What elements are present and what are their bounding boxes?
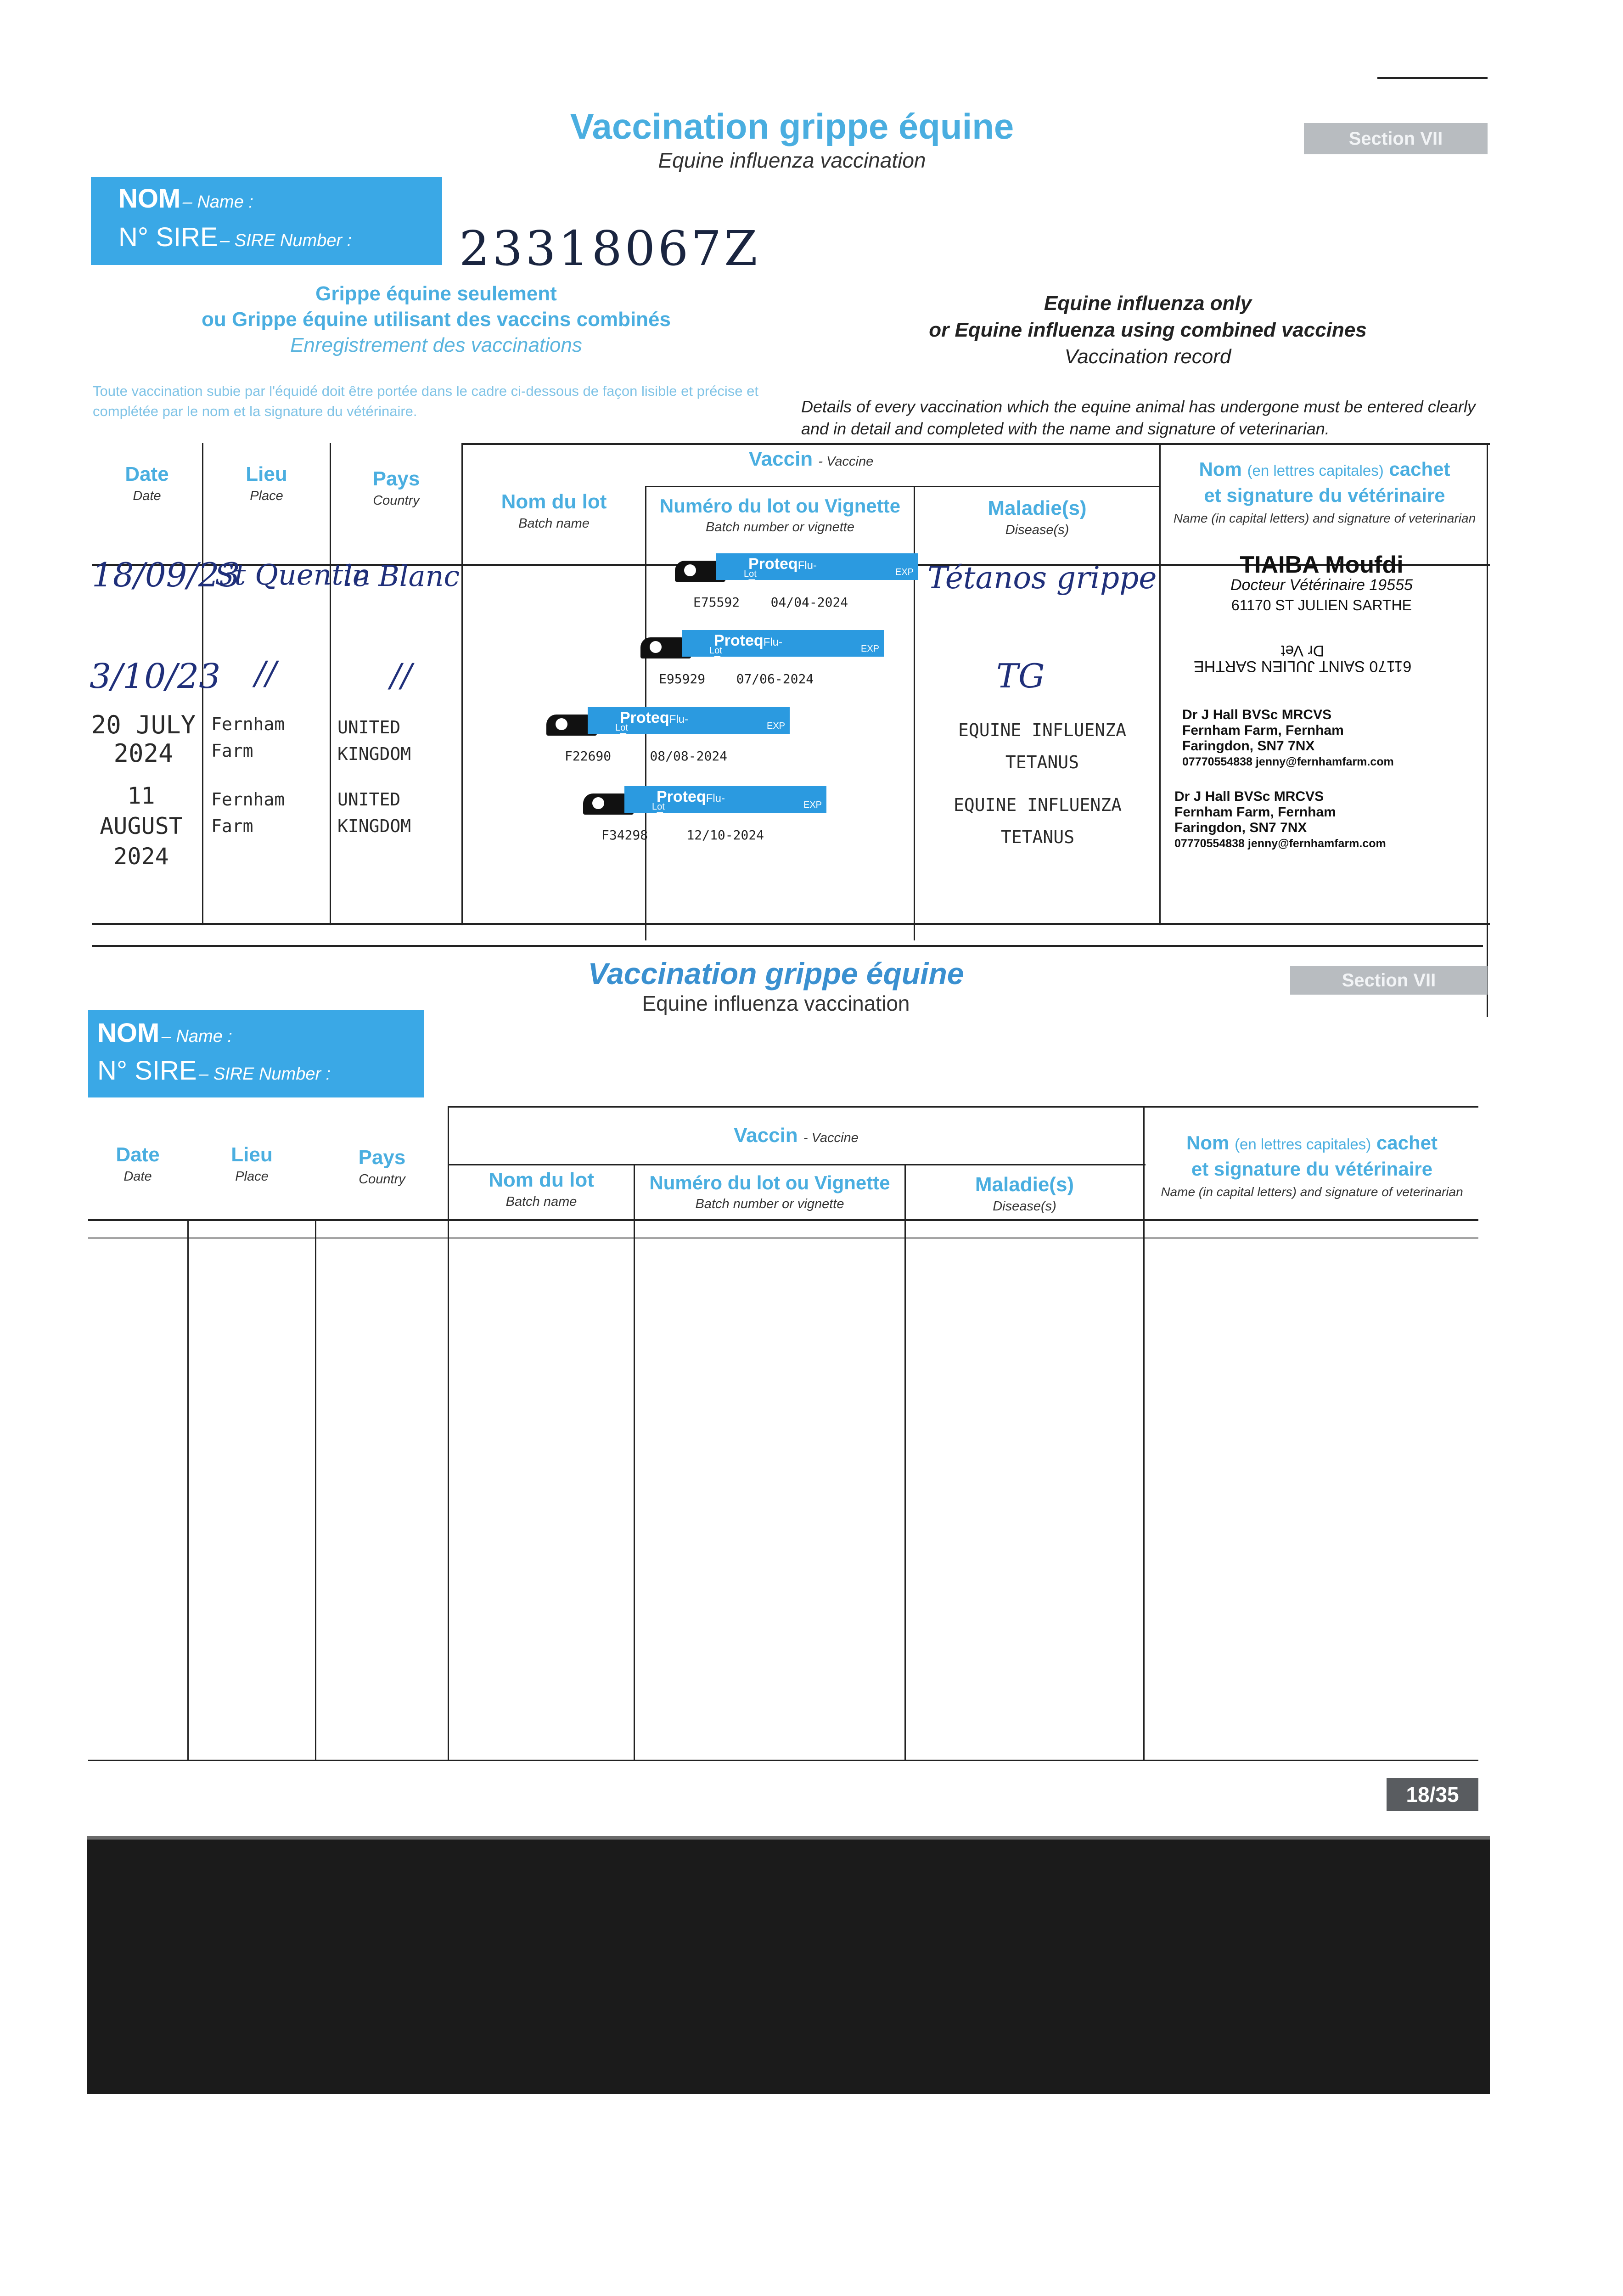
bottom-sire-label: N° SIRE [97,1056,197,1086]
row1-place: St Quentin [215,558,371,591]
row4-country: UNITED KINGDOM [337,789,411,836]
row4-vet-stamp: Dr J Hall BVSc MRCVS Fernham Farm, Fernham Faringdon, SN7 7NX 07770554838 jenny@fernhamfarm.com [1174,789,1386,850]
scan-edge [87,1836,1490,1840]
name-sire-box [91,177,442,265]
header-date: Date Date [125,463,169,503]
row2-lot: E95929 [659,671,706,687]
name-label: NOM [118,184,181,214]
row2-place: // [255,654,277,692]
page-subtitle: Equine influenza vaccination [658,148,926,172]
name-label-en: – Name : [182,192,253,212]
bottom-header-country: Pays Country [358,1146,406,1187]
instruction-fr: Toute vaccination subie par l'équidé doit être portée dans le cadre ci-dessous de façon lisible et précise et complétée par le nom et la signature du vétérinaire. [93,383,759,419]
row2-country: // [390,657,412,694]
row2-disease: TG [996,657,1045,695]
page-number-badge: 18/35 [1387,1778,1478,1811]
bottom-name-label-en: – Name : [161,1027,232,1046]
row3-place: Fernham Farm [211,714,285,761]
header-batch-number: Numéro du lot ou Vignette Batch number or vignette [659,495,901,535]
scope-en-line2: or Equine influenza using combined vaccines [929,319,1367,341]
bottom-name-label: NOM [97,1018,160,1048]
corner-rule [1377,77,1488,79]
bottom-page-subtitle: Equine influenza vaccination [642,991,910,1015]
sire-label: N° SIRE [118,222,218,252]
header-vet: Nom (en lettres capitales) cachet et signature du vétérinaire Name (in capital letters) and signature of veterinarian [1173,458,1476,525]
header-country: Pays Country [372,467,420,508]
bottom-page-title: Vaccination grippe équine [588,957,964,990]
scope-fr-line3: Enregistrement des vaccinations [290,334,582,356]
scope-fr-line1: Grippe équine seulement [315,282,557,305]
row4-disease: EQUINE INFLUENZA TETANUS [953,795,1122,847]
bottom-header-vet: Nom (en lettres capitales) cachet et signature du vétérinaire Name (in capital letters) and signature of veterinarian [1161,1132,1463,1199]
row1-exp: 04/04-2024 [770,595,848,610]
row1-disease: Tétanos grippe [927,560,1157,596]
row2-exp: 07/06-2024 [736,671,814,687]
row1-vet-stamp: TIAIBA Moufdi Docteur Vétérinaire 19555 61170 ST JULIEN SARTHE [1230,551,1413,613]
row3-country: UNITED KINGDOM [337,717,411,764]
bottom-header-date: Date Date [116,1143,160,1184]
scope-en [872,290,1423,370]
row4-lot: F34298 [601,827,648,843]
sire-number-value: 23318067Z [459,220,760,276]
sire-label-en: – SIRE Number : [220,231,352,250]
scope-fr-line2: ou Grippe équine utilisant des vaccins combinés [201,308,671,331]
row3-exp: 08/08-2024 [650,748,728,764]
row3-lot: F22690 [565,748,612,764]
scope-fr [161,281,712,358]
bottom-header-vaccine: Vaccin - Vaccine [734,1124,859,1147]
bottom-sire-label-en: – SIRE Number : [199,1064,331,1084]
header-place: Lieu Place [246,463,287,503]
row1-lot: E75592 [693,595,740,610]
row2-date: 3/10/23 [90,657,221,696]
bottom-header-batch-number: Numéro du lot ou Vignette Batch number or vignette [649,1172,890,1211]
row3-date: 20 JULY 2024 [91,710,196,768]
page-title: Vaccination grippe équine [570,106,1014,146]
bottom-section-tab: Section VII [1290,966,1488,995]
header-batch-name: Nom du lot Batch name [501,490,607,531]
row1-country: le Blanc [343,559,460,593]
section-tab: Section VII [1304,123,1488,154]
scope-en-line3: Vaccination record [1064,345,1231,368]
bottom-header-disease: Maladie(s) Disease(s) [975,1173,1074,1214]
header-disease: Maladie(s) Disease(s) [988,497,1087,537]
row1-date: 18/09/23 [92,556,241,594]
row4-place: Fernham Farm [211,789,285,836]
row4-exp: 12/10-2024 [686,827,764,843]
row3-vet-stamp: Dr J Hall BVSc MRCVS Fernham Farm, Fernham Faringdon, SN7 7NX 07770554838 jenny@fernhamfarm.com [1182,707,1394,768]
row4-date: 11 AUGUST 2024 [100,782,183,870]
instruction-en: Details of every vaccination which the equine animal has undergone must be entered clearly and in detail and completed with the name and signature of veterinarian. [801,397,1476,438]
header-vaccine: Vaccin - Vaccine [748,448,874,470]
scope-en-line1: Equine influenza only [1044,292,1252,315]
scan-dark-band [87,1837,1490,2094]
bottom-header-place: Lieu Place [231,1143,273,1184]
row3-disease: EQUINE INFLUENZA TETANUS [958,720,1127,772]
row2-vet-stamp: 61170 SAINT JULIEN SARTHE Dr Vet [1194,642,1412,675]
bottom-header-batch-name: Nom du lot Batch name [489,1169,594,1209]
bottom-name-sire-box [88,1010,424,1097]
